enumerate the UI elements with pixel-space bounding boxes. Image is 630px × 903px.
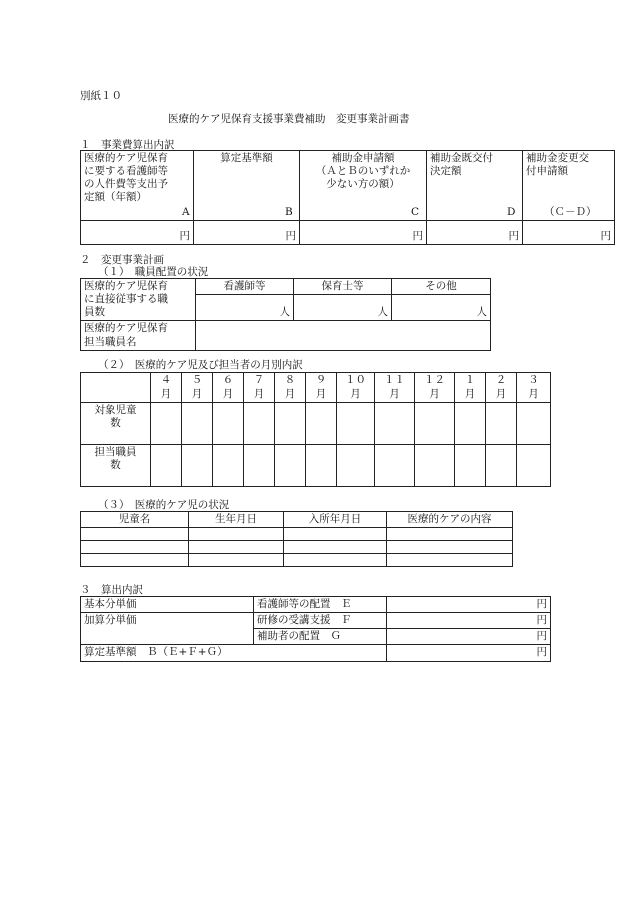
item-e-label: 看護師等の配置 Ｅ [254,597,387,613]
add-unit-label: 加算分単価 [81,613,254,645]
table-row [81,528,513,541]
amount-b-cell[interactable]: 円 [194,221,300,245]
expense-table [80,150,615,245]
code-b: B [285,206,293,218]
item-g-amount[interactable]: 円 [387,629,551,645]
admission-date-header: 入所年月日 [284,512,387,528]
code-a: A [182,206,190,218]
month-7: ７ 月 [244,373,275,403]
staff-other-count[interactable]: 人 [392,295,491,321]
expense-amount-row [81,221,615,245]
col-d-header: 補助金既交付 決定額 [427,151,523,221]
month-header-row [81,373,551,403]
month-9: ９ 月 [306,373,337,403]
code-c: C [411,206,420,218]
base-unit-label: 基本分単価 [81,597,254,613]
total-label: 算定基準額 Ｂ（Ｅ+Ｆ+Ｇ） [81,645,387,661]
staff-count-label: 医療的ケア児保育 に直接従事する職 員数 [81,279,196,321]
item-e-amount[interactable]: 円 [387,597,551,613]
item-f-amount[interactable]: 円 [387,613,551,629]
month-8: ８ 月 [275,373,306,403]
child-name-header: 児童名 [81,512,189,528]
staff-nurse-count[interactable]: 人 [196,295,294,321]
staff-names-cell[interactable] [196,321,491,350]
month-5: ５ 月 [182,373,213,403]
total-amount[interactable]: 円 [387,645,551,661]
col-b-header: 算定基準額 [194,151,300,221]
amount-d-cell[interactable]: 円 [427,221,523,245]
section3-heading: ３ 算出内訳 [80,584,143,596]
staff-table [80,278,491,351]
expense-header-row [81,151,615,221]
staff-names-label: 医療的ケア児保育 担当職員名 [81,321,196,350]
section1-heading: １ 事業費算出内訳 [80,139,175,151]
sub2-heading: （２） 医療的ケア児及び担当者の月別内訳 [98,359,303,371]
table-row [81,541,513,554]
care-content-header: 医療的ケアの内容 [387,512,513,528]
col-e-header: 補助金変更交 付申請額 [523,151,615,221]
staff-count-row [81,445,551,487]
month-4: ４ 月 [151,373,182,403]
item-f-label: 研修の受講支援 Ｆ [254,613,387,629]
month-1: １ 月 [455,373,486,403]
month-2: ２ 月 [486,373,517,403]
birth-date-header: 生年月日 [189,512,284,528]
code-d: D [507,206,516,218]
month-12: １２ 月 [415,373,455,403]
staff-childcare-count[interactable]: 人 [294,295,392,321]
month-10: １０ 月 [337,373,375,403]
staff-count-row-label: 担当職員 数 [81,445,151,487]
staff-col-other: その他 [392,279,491,295]
col-a-header: 医療的ケア児保育 に要する看護師等 の人件費等支出予 定額（年額） [81,151,194,221]
annex-label: 別紙１０ [80,90,122,102]
calculation-table [80,596,551,662]
item-g-label: 補助者の配置 Ｇ [254,629,387,645]
sub3-heading: （３） 医療的ケア児の状況 [98,499,230,511]
staff-col-childcare: 保育士等 [294,279,392,295]
monthly-table [80,372,551,487]
code-e: （Ｃ－Ｄ） [544,206,597,218]
children-count-label: 対象児童 数 [81,403,151,445]
children-count-row [81,403,551,445]
amount-e-cell[interactable]: 円 [523,221,615,245]
amount-a-cell[interactable]: 円 [81,221,194,245]
month-6: ６ 月 [213,373,244,403]
month-11: １１ 月 [375,373,415,403]
table-row [81,554,513,567]
sub1-heading: （１） 職員配置の状況 [98,266,209,278]
month-3: ３ 月 [517,373,551,403]
col-c-header: 補助金申請額 （ＡとＢのいずれか 少ない方の額） [300,151,427,221]
month-header-blank [81,373,151,403]
children-status-table [80,511,513,567]
document-title: 医療的ケア児保育支援事業費補助 変更事業計画書 [168,113,410,125]
staff-col-nurse: 看護師等 [196,279,294,295]
section2-heading: ２ 変更事業計画 [80,254,164,266]
amount-c-cell[interactable]: 円 [300,221,427,245]
children-status-header [81,512,513,528]
